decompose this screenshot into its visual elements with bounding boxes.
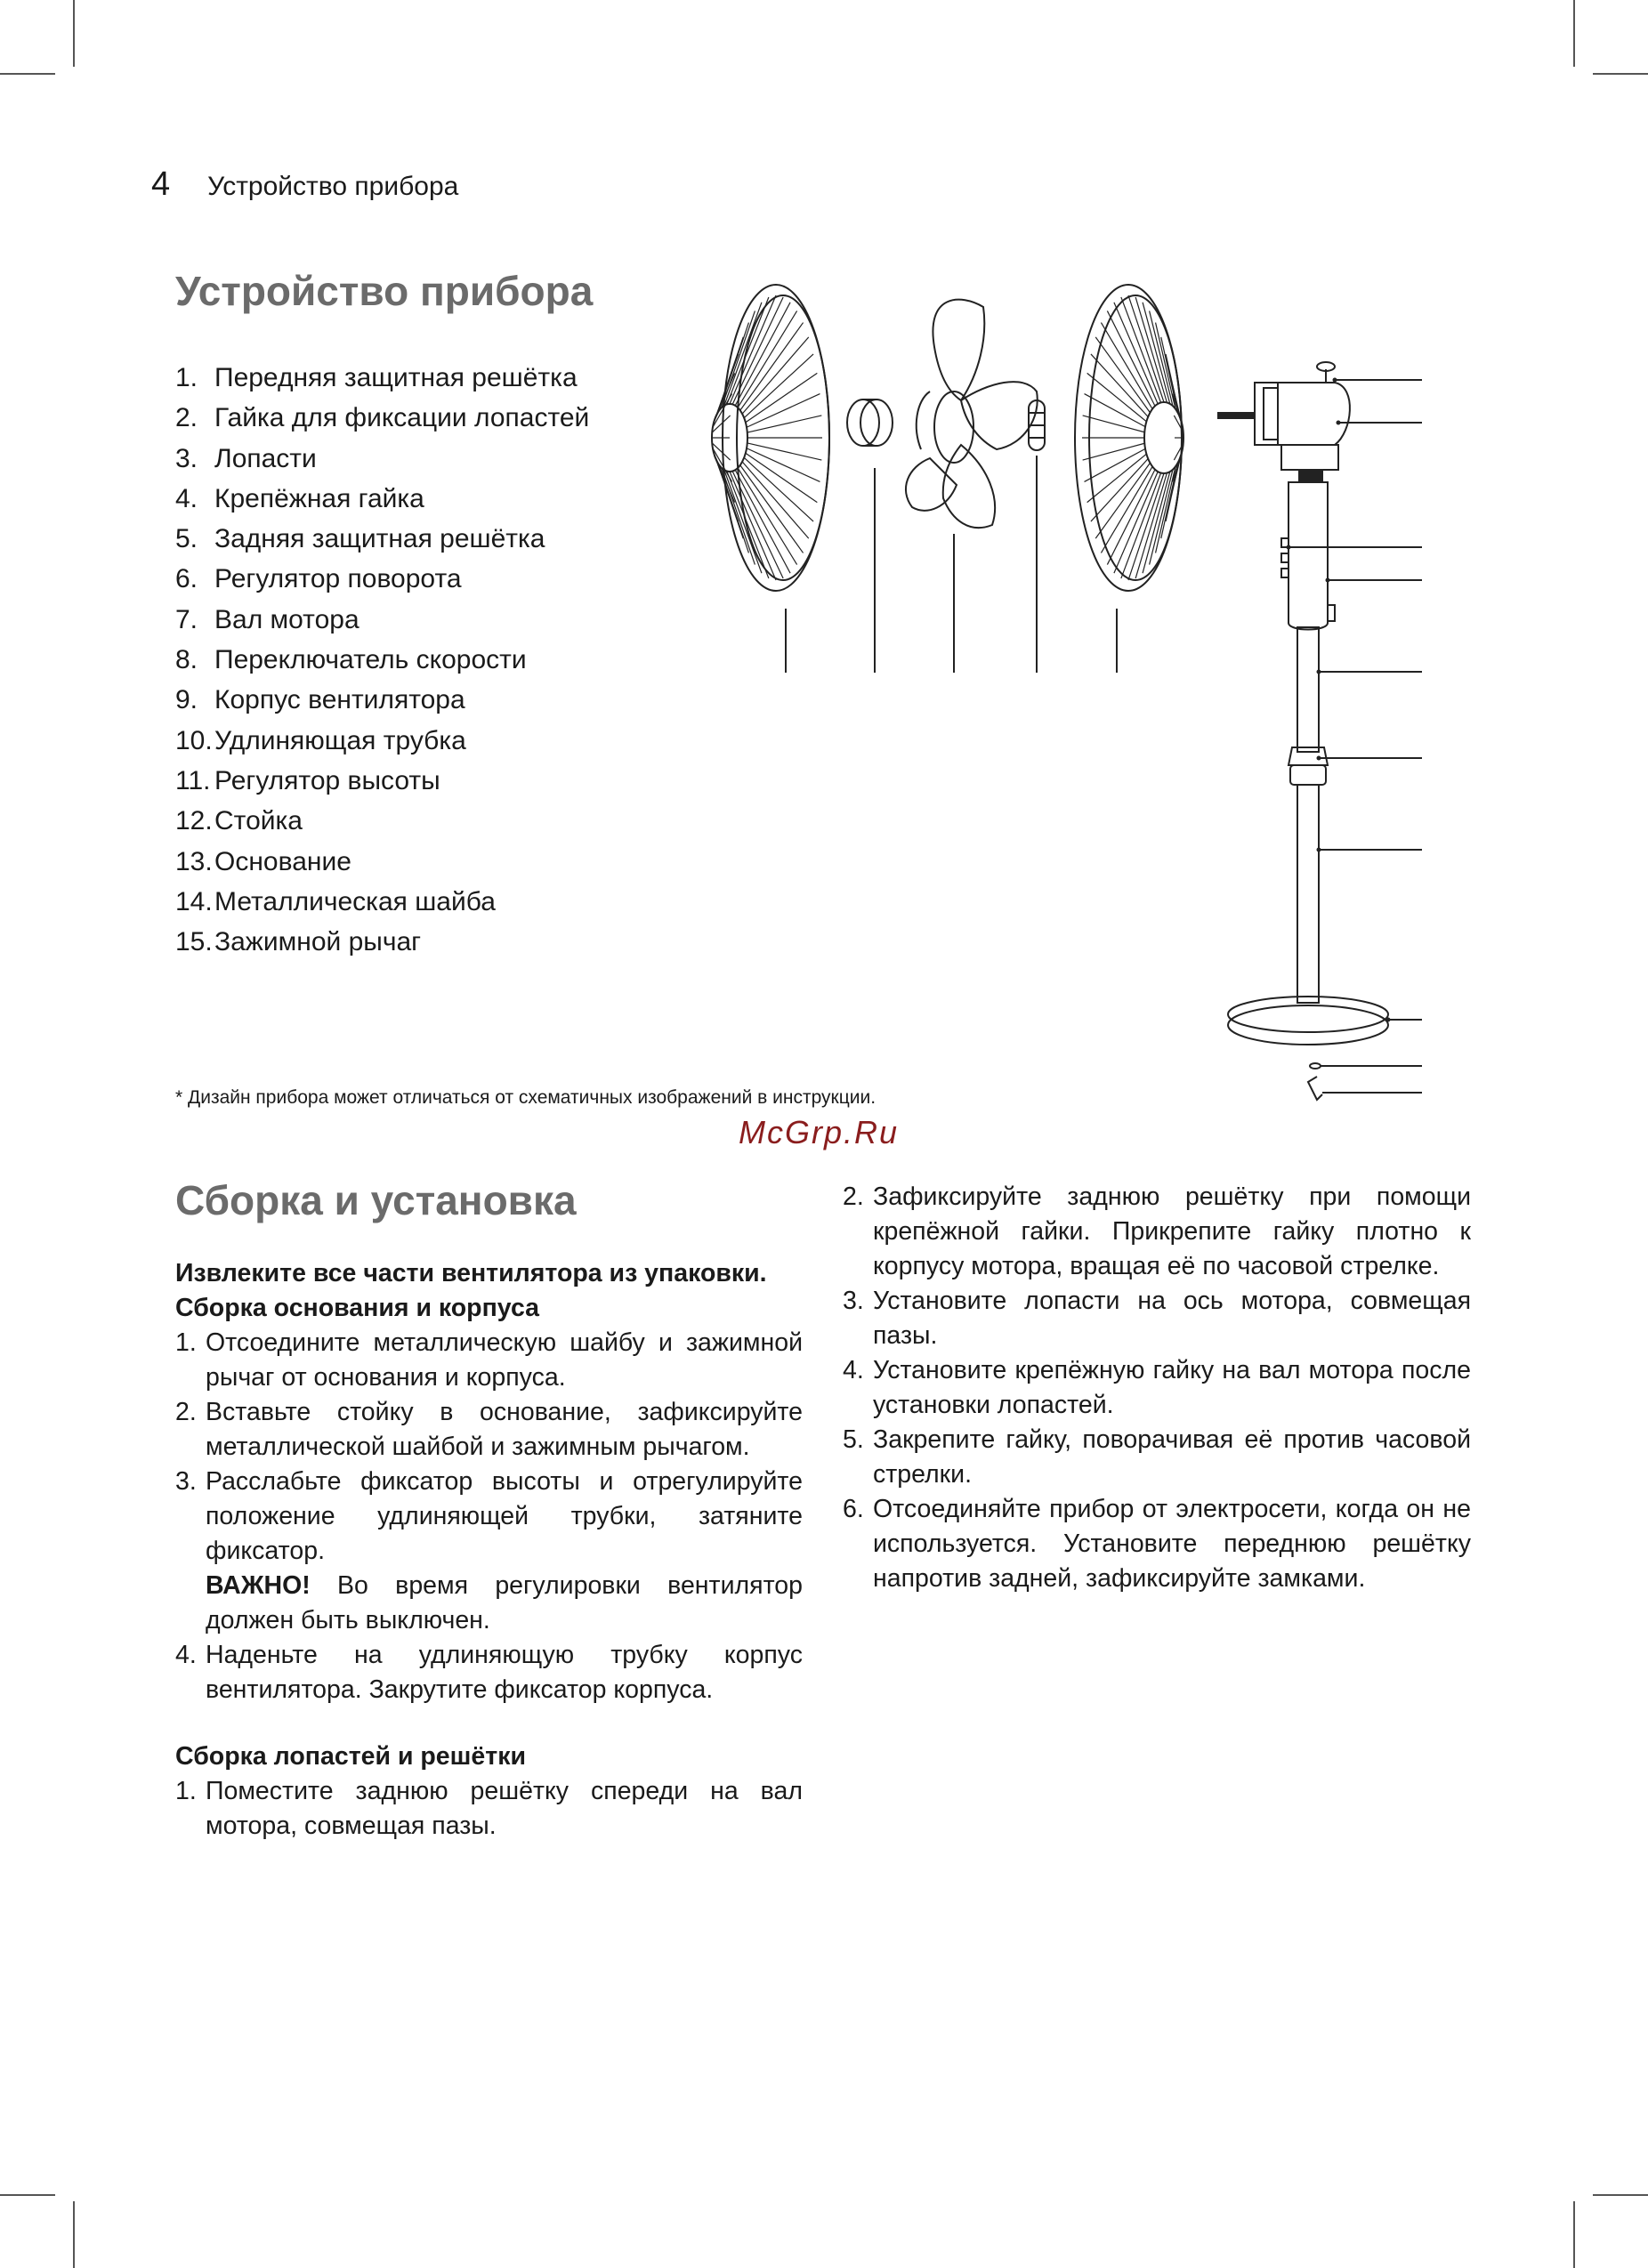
part-label: Стойка xyxy=(214,806,303,836)
part-item xyxy=(175,922,589,962)
step-number: 3. xyxy=(843,1287,864,1315)
fan-exploded-diagram xyxy=(694,267,1433,1121)
part-label: Регулятор высоты xyxy=(214,765,440,795)
part-label: Основание xyxy=(214,846,351,876)
step-number: 4. xyxy=(175,1641,197,1669)
part-item xyxy=(175,721,589,761)
step-number: 2. xyxy=(175,1398,197,1426)
part-label: Гайка для фиксации лопастей xyxy=(214,403,590,433)
part-label: Лопасти xyxy=(214,443,317,473)
part-label: Зажимной рычаг xyxy=(214,927,422,957)
step-number: 6. xyxy=(843,1495,864,1523)
part-number: 12. xyxy=(175,806,213,836)
step-item xyxy=(843,1284,1471,1353)
part-label: Металлическая шайба xyxy=(214,886,496,916)
part-item xyxy=(175,600,589,640)
step-item xyxy=(175,1638,803,1707)
important-text: Во время регулировки вентилятор должен быть выключен. xyxy=(206,1571,803,1634)
step-item xyxy=(175,1465,803,1638)
part-label: Крепёжная гайка xyxy=(214,483,424,513)
crop-mark xyxy=(73,0,75,67)
crop-mark xyxy=(1573,2201,1575,2268)
crop-mark xyxy=(0,73,55,75)
part-item xyxy=(175,398,589,438)
part-number: 11. xyxy=(175,765,211,795)
step-text: Отсоедините металлическую шайбу и зажимной рычаг от основания и корпуса. xyxy=(206,1328,803,1392)
part-number: 13. xyxy=(175,846,213,876)
part-item xyxy=(175,842,589,882)
step-text: Наденьте на удлиняющую трубку корпус вентилятора. Закрутите фиксатор корпуса. xyxy=(206,1641,803,1704)
intro-instruction: Извлеките все части вентилятора из упаковки. xyxy=(175,1259,767,1287)
crop-mark xyxy=(1593,73,1648,75)
crop-mark xyxy=(0,2194,55,2196)
crop-mark xyxy=(73,2201,75,2268)
step-item xyxy=(843,1492,1471,1596)
page-number: 4 xyxy=(151,165,171,203)
step-number: 2. xyxy=(843,1182,864,1211)
step-item xyxy=(175,1774,803,1844)
part-item xyxy=(175,640,589,680)
blade-steps-list-continued xyxy=(843,1180,1471,1596)
step-text: Поместите заднюю решётку спереди на вал мотора, совмещая пазы. xyxy=(206,1777,803,1840)
step-text: Установите крепёжную гайку на вал мотора после установки лопастей. xyxy=(873,1356,1471,1419)
step-item xyxy=(843,1423,1471,1492)
watermark: McGrp.Ru xyxy=(739,1114,900,1150)
step-number: 5. xyxy=(843,1425,864,1454)
part-number: 14. xyxy=(175,886,213,916)
part-number: 6. xyxy=(175,564,198,594)
section-title-assembly: Сборка и установка xyxy=(175,1177,577,1223)
part-label: Регулятор поворота xyxy=(214,564,462,594)
part-item xyxy=(175,519,589,559)
step-item xyxy=(843,1353,1471,1423)
step-number: 1. xyxy=(175,1777,197,1805)
step-number: 4. xyxy=(843,1356,864,1384)
blades-drawing xyxy=(906,300,1038,528)
step-text: Закрепите гайку, поворачивая её против часовой стрелки. xyxy=(873,1425,1471,1489)
step-number: 3. xyxy=(175,1467,197,1496)
step-item xyxy=(175,1395,803,1465)
step-text: Установите лопасти на ось мотора, совмещая пазы. xyxy=(873,1287,1471,1350)
step-text: Отсоединяйте прибор от электросети, когда он не используется. Установите переднюю решётку напротив задней, зафиксируйте замками. xyxy=(873,1495,1471,1593)
part-label: Корпус вентилятора xyxy=(214,685,465,715)
part-number: 9. xyxy=(175,685,198,715)
part-label: Переключатель скорости xyxy=(214,645,527,675)
crop-mark xyxy=(1573,0,1575,67)
rear-grille-drawing xyxy=(1075,285,1183,591)
subsection-title-blades: Сборка лопастей и решётки xyxy=(175,1742,527,1771)
blade-nut-drawing xyxy=(847,400,893,446)
base-steps-list xyxy=(175,1326,803,1707)
step-text: Зафиксируйте заднюю решётку при помощи крепёжной гайки. Прикрепите гайку плотно к корпусу мотора, вращая её по часовой стрелке. xyxy=(873,1182,1471,1280)
part-number: 2. xyxy=(175,403,198,433)
running-title: Устройство прибора xyxy=(207,172,459,201)
part-number: 8. xyxy=(175,645,198,675)
part-number: 15. xyxy=(175,927,213,957)
motor-stand-drawing xyxy=(1217,362,1388,1100)
design-note: * Дизайн прибора может отличаться от схематичных изображений в инструкции. xyxy=(175,1087,877,1108)
part-item xyxy=(175,680,589,720)
assembly-column-right xyxy=(843,1180,1471,1596)
part-label: Задняя защитная решётка xyxy=(214,524,545,554)
step-number: 1. xyxy=(175,1328,197,1357)
front-grille-drawing xyxy=(712,285,829,591)
part-item xyxy=(175,358,589,398)
part-number: 1. xyxy=(175,363,198,392)
section-title-device: Устройство прибора xyxy=(175,268,594,314)
step-item xyxy=(843,1180,1471,1284)
part-label: Удлиняющая трубка xyxy=(214,725,466,755)
part-number: 10. xyxy=(175,725,213,755)
step-text: Вставьте стойку в основание, зафиксируйте металлической шайбой и зажимным рычагом. xyxy=(206,1398,803,1461)
important-label: ВАЖНО! xyxy=(206,1571,311,1600)
subsection-title-base: Сборка основания и корпуса xyxy=(175,1294,539,1322)
part-label: Вал мотора xyxy=(214,604,359,634)
important-note xyxy=(206,1569,803,1638)
part-item xyxy=(175,559,589,599)
page-header xyxy=(151,165,458,210)
part-item xyxy=(175,801,589,841)
part-number: 4. xyxy=(175,483,198,513)
part-label: Передняя защитная решётка xyxy=(214,363,578,392)
step-text: Расслабьте фиксатор высоты и отрегулируйте положение удлиняющей трубки, затяните фиксатор. xyxy=(206,1467,803,1565)
step-item xyxy=(175,1326,803,1395)
part-item xyxy=(175,761,589,801)
part-number: 7. xyxy=(175,604,198,634)
part-item xyxy=(175,479,589,519)
part-number: 3. xyxy=(175,443,198,473)
blade-steps-list xyxy=(175,1774,803,1844)
assembly-column-left xyxy=(175,1256,803,1844)
part-item xyxy=(175,439,589,479)
part-number: 5. xyxy=(175,524,198,554)
parts-list xyxy=(175,358,589,962)
part-item xyxy=(175,882,589,922)
crop-mark xyxy=(1593,2194,1648,2196)
